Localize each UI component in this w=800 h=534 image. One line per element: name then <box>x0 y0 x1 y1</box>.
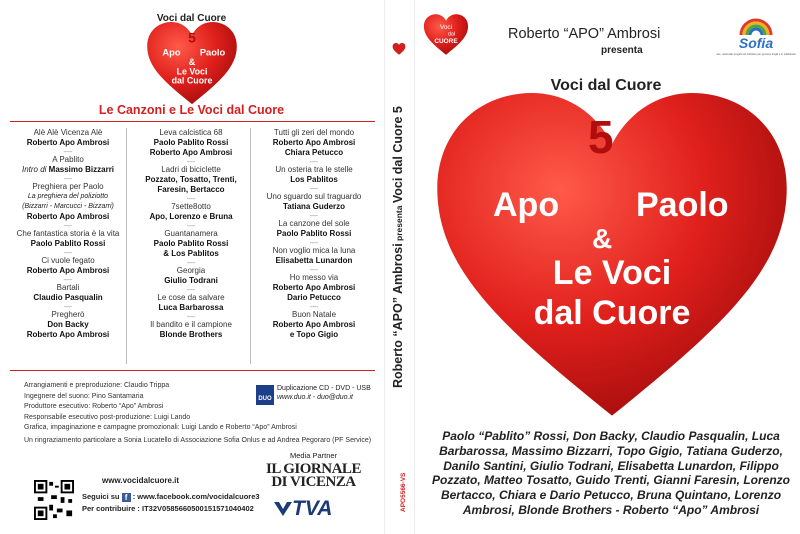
song-title: A Pablito <box>52 155 84 164</box>
follow-label: Seguici su <box>82 492 120 501</box>
song-title: Ladri di biciclette <box>161 165 221 174</box>
spine-right-edge <box>414 0 415 534</box>
spine-title <box>391 106 405 388</box>
song-artist: Roberto Apo Ambrosi <box>26 212 110 221</box>
song-artist: Giulio Todrani <box>164 276 218 285</box>
song-title: Tutti gli zeri del mondo <box>273 128 355 137</box>
duplication-info <box>277 384 371 402</box>
media-partner-label: Media Partner <box>290 451 338 460</box>
song-title: Uno sguardo sul traguardo <box>266 192 362 201</box>
song-artist: Dario Petucco <box>287 293 341 302</box>
facebook-link[interactable]: : www.facebook.com/vocidalcuore3 <box>132 492 260 501</box>
song-artist: Paolo Pablito Rossi <box>30 239 106 248</box>
back-heart-amp: & <box>188 56 196 67</box>
spine-album: Voci dal Cuore 5 <box>391 106 405 204</box>
song-artist: Claudio Pasqualin <box>33 293 103 302</box>
song-title: Le cose da salvare <box>157 293 225 302</box>
song-artist: Roberto Apo Ambrosi <box>272 320 356 329</box>
heart-apo: Apo <box>493 186 560 224</box>
song-title: Ci vuole fegato <box>41 256 95 265</box>
song-title: 7sette8otto <box>171 202 211 211</box>
presenter-name: Roberto “APO” Ambrosi <box>508 26 661 42</box>
song-artist: Blonde Brothers <box>159 330 223 339</box>
catalog-code: APO5566-VS <box>400 472 407 512</box>
qr-code[interactable] <box>34 480 74 520</box>
spine-heart-icon <box>392 43 406 55</box>
song-artist: Pozzato, Tosatto, Trenti, <box>145 175 237 184</box>
song-artist: Tatiana Guderzo <box>282 202 346 211</box>
back-heart-line3: dal Cuore <box>171 75 213 86</box>
svg-text:CUORE: CUORE <box>434 37 458 45</box>
song-title: Bartali <box>56 283 80 292</box>
heart-number: 5 <box>588 111 614 163</box>
giornale-di-vicenza-logo: IL GIORNALE DI VICENZA <box>266 461 361 490</box>
song-note: Intro di <box>21 165 47 174</box>
songs-column-2: Leva calcistica 68 Paolo Pablito Rossi Roberto Apo Ambrosi — Ladri di biciclette Pozzato, Tosatto, Trenti, Faresin, Bertacco — 7sette8otto Apo, Lorenzo e Bruna — Guantanamera Paolo Pablito Rossi & Los Pablitos — Georgia Giulio Todrani — Le cose da salvare Luca Barbarossa — Il bandito e il campione Blonde Brothers <box>131 128 251 340</box>
song-artist: Paolo Pablito Rossi <box>153 239 229 248</box>
song-artist: Paolo Pablito Rossi <box>276 229 352 238</box>
credit-line: Ingegnere del suono: Pino Santamaria <box>24 392 144 400</box>
song-artist: Luca Barbarossa <box>158 303 224 312</box>
tva-logo: TVA <box>292 497 333 520</box>
spine-artist: Roberto “APO” Ambrosi <box>391 243 405 388</box>
column-divider <box>250 128 251 364</box>
back-heart-paolo: Paolo <box>199 47 226 58</box>
song-subtitle: La preghiera del poliziotto <box>27 193 109 200</box>
svg-text:Voci: Voci <box>439 24 453 32</box>
sofia-tagline: ass. nazionale progetti ed iniziative per persone fragili e in solidarietà <box>716 53 796 56</box>
song-title: Buon Natale <box>291 310 337 319</box>
song-authors: (Bizzarri - Marcucci - Bizzarri) <box>22 203 114 210</box>
duplication-line: Duplicazione CD - DVD - USB <box>277 385 371 392</box>
back-header: Voci dal Cuore <box>156 13 227 24</box>
song-artist: e Topo Gigio <box>289 330 339 339</box>
song-artist: Roberto Apo Ambrosi <box>26 138 110 147</box>
song-title: Pregherò <box>51 310 85 319</box>
duo-logo: DUO <box>256 385 274 405</box>
back-heart-line2: Le Voci <box>176 66 208 77</box>
song-artist: Elisabetta Lunardon <box>275 256 353 265</box>
song-artist: Massimo Bizzarri <box>48 165 115 174</box>
song-artist: & Los Pablitos <box>163 249 219 258</box>
thanks-line: Un ringraziamento particolare a Sonia Lucatello di Associazione Sofia Onlus e ad Andrea Pegoraro (PF Service) <box>24 437 372 444</box>
song-title: La canzone del sole <box>278 219 350 228</box>
song-title: Alè Alè Vicenza Alè <box>33 128 103 137</box>
back-heart-apo: Apo <box>162 47 181 58</box>
sofia-logo <box>716 17 796 61</box>
credit-line: Arrangiamenti e preproduzione: Claudio Trippa <box>24 382 170 389</box>
contribute-info: Per contribuire : IT32V0585660500151571040402 <box>82 504 254 513</box>
song-title: Un osteria tra le stelle <box>275 165 353 174</box>
back-heart-logo <box>145 22 239 106</box>
album-title: Voci dal Cuore <box>550 77 662 94</box>
song-artist: Roberto Apo Ambrosi <box>272 138 356 147</box>
heart-amp: & <box>592 223 613 254</box>
heart-line-2: Le Voci <box>552 254 672 292</box>
song-artist: Faresin, Bertacco <box>157 185 225 194</box>
duplication-web[interactable]: www.duo.it - duo@duo.it <box>277 394 353 401</box>
heart-line-3: dal Cuore <box>533 294 691 332</box>
song-title: Ho messo via <box>289 273 339 282</box>
song-title: Leva calcistica 68 <box>159 128 223 137</box>
song-title: Il bandito e il campione <box>150 320 232 329</box>
song-artist: Roberto Apo Ambrosi <box>26 330 110 339</box>
back-heart-number: 5 <box>188 29 196 46</box>
song-title: Guantanamera <box>164 229 218 238</box>
spine-left-edge <box>384 0 385 534</box>
website-link[interactable]: www.vocidalcuore.it <box>102 476 180 485</box>
song-artist: Don Backy <box>47 320 89 329</box>
song-artist: Roberto Apo Ambrosi <box>149 148 233 157</box>
song-artist: Los Pablitos <box>290 175 338 184</box>
song-title: Non voglio mica la luna <box>272 246 356 255</box>
back-cover <box>0 0 383 534</box>
song-artist: Roberto Apo Ambrosi <box>272 283 356 292</box>
song-artist: Roberto Apo Ambrosi <box>26 266 110 275</box>
bottom-divider <box>10 370 375 371</box>
featured-artists: Paolo “Pablito” Rossi, Don Backy, Claudio Pasqualin, Luca Barbarossa, Massimo Bizzarri, Topo Gigio, Tatiana Guderzo, Danilo Santini, Giulio Todrani, Elisabetta Lunardon, Filippo Pozzato, Matteo Tosatto, Guido Trenti, Gianni Faresin, Lorenzo Bertacco, Chiara e Dario Petucco, Bruna Quintano, Lorenzo Ambrosi, Blonde Brothers - Roberto “Apo” Ambrosi <box>431 429 791 517</box>
song-artist: Apo, Lorenzo e Bruna <box>149 212 233 221</box>
column-divider <box>126 128 127 364</box>
song-title: Preghiera per Paolo <box>32 182 104 191</box>
song-title: Che fantastica storia è la vita <box>16 229 120 238</box>
song-title: Georgia <box>176 266 206 275</box>
contacts <box>82 491 260 515</box>
heart-paolo: Paolo <box>636 186 729 224</box>
voci-dal-cuore-logo <box>423 14 469 56</box>
song-artist: Chiara Petucco <box>284 148 344 157</box>
facebook-icon[interactable]: f <box>122 493 131 502</box>
song-artist: Paolo Pablito Rossi <box>153 138 229 147</box>
credit-line: Produttore esecutivo: Roberto “Apo” Ambrosi <box>24 403 164 410</box>
sofia-name: Sofia <box>738 35 774 51</box>
credit-line: Responsabile esecutivo post-produzione: Luigi Lando <box>24 413 191 421</box>
songs-column-3: Tutti gli zeri del mondo Roberto Apo Ambrosi Chiara Petucco — Un osteria tra le stelle Los Pablitos — Uno sguardo sul traguardo Tatiana Guderzo — La canzone del sole Paolo Pablito Rossi — Non voglio mica la luna Elisabetta Lunardon — Ho messo via Roberto Apo Ambrosi Dario Petucco — Buon Natale Roberto Apo Ambrosi e Topo Gigio <box>254 128 374 340</box>
presenta-label: presenta <box>601 45 643 56</box>
songs-column-1: Alè Alè Vicenza Alè Roberto Apo Ambrosi — A Pablito Intro di Massimo Bizzarri — Preghiera per Paolo La preghiera del poliziotto (Bizzarri - Marcucci - Bizzarri) Roberto Apo Ambrosi — Che fantastica storia è la vita Paolo Pablito Rossi — Ci vuole fegato Roberto Apo Ambrosi — Bartali Claudio Pasqualin — Pregherò Don Backy Roberto Apo Ambrosi <box>8 128 128 340</box>
credit-line: Grafica, impaginazione e campagne promozionali: Luigi Lando e Roberto “Apo” Ambrosi <box>24 424 297 431</box>
top-divider <box>10 121 375 122</box>
tva-logo-mark <box>272 500 294 518</box>
spine-presenta: presenta <box>394 203 404 244</box>
songs-title: Le Canzoni e Le Voci dal Cuore <box>98 103 285 117</box>
svg-text:dal: dal <box>447 31 456 38</box>
